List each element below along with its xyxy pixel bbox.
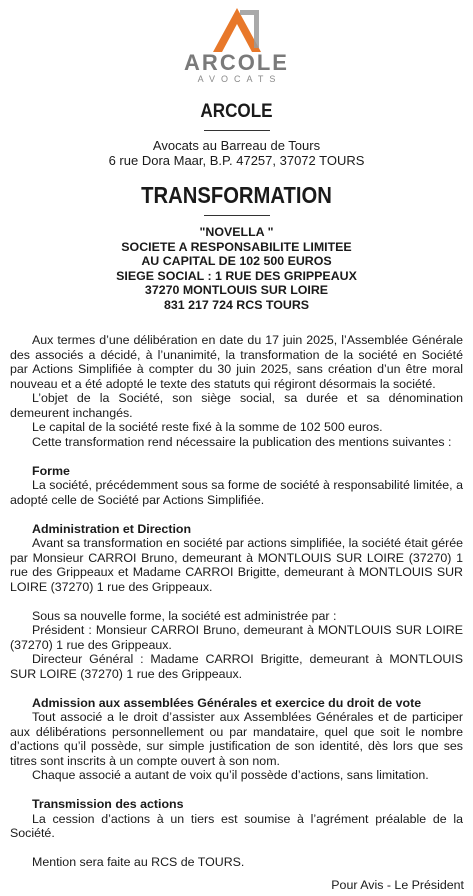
divider bbox=[204, 130, 270, 131]
firm-line-2: 6 rue Dora Maar, B.P. 47257, 37072 TOURS bbox=[108, 153, 365, 168]
direction-paragraph: Avant sa transformation en société par actions simplifiée, la société était gérée par Monsieur CARROI Bruno, demeurant à MONTLOUIS SUR LOIRE (37270) 1 rue des Grippeaux et Madame CARROI Brigitte, demeurant à MONTLOUIS SUR LOIRE (37270) 1 rue des Grippeaux. bbox=[10, 536, 463, 594]
firm-logo bbox=[0, 4, 473, 84]
company-block bbox=[0, 225, 473, 312]
admission-paragraph: Tout associé a le droit d’assister aux Assemblées Générales et de participer aux délibérations personnellement ou par mandataire, quel que soit le nombre d’actions qu’il possède, sur simple justification de son identité, dès lors que ses titres sont inscrits à un compte ouvert à son nom. bbox=[10, 710, 463, 768]
company-rcs: 831 217 724 RCS TOURS bbox=[163, 297, 310, 312]
notice-title: TRANSFORMATION bbox=[141, 182, 332, 208]
notice-body bbox=[10, 333, 463, 870]
firm-line-1: Avocats au Barreau de Tours bbox=[152, 138, 321, 153]
arcole-logo-icon bbox=[207, 4, 267, 54]
company-capital: AU CAPITAL DE 102 500 EUROS bbox=[141, 254, 332, 268]
forme-text: La société, précédemment sous sa forme de société à responsabilité limitée, a adopté celle de Société par Actions Simplifiée. bbox=[10, 478, 463, 507]
section-heading-admission: Admission aux assemblées Générales et exercice du droit de vote bbox=[32, 695, 422, 710]
intro-paragraph: Cette transformation rend nécessaire la publication des mentions suivantes : bbox=[32, 434, 452, 449]
logo-subtitle: AVOCATS bbox=[197, 74, 282, 84]
company-name: "NOVELLA " bbox=[199, 225, 274, 239]
intro-paragraph: Le capital de la société reste fixé à la somme de 102 500 euros. bbox=[32, 420, 383, 434]
admission-paragraph: Chaque associé a autant de voix qu’il possède d’actions, sans limitation. bbox=[32, 768, 429, 782]
signature: Pour Avis - Le Président bbox=[331, 878, 464, 892]
company-seat: SIEGE SOCIAL : 1 RUE DES GRIPPEAUX bbox=[116, 268, 357, 283]
transmission-text: La cession d’actions à un tiers est soumise à l’agrément préalable de la Société. bbox=[10, 811, 463, 840]
company-city: 37270 MONTLOUIS SUR LOIRE bbox=[144, 283, 329, 297]
section-heading-direction: Administration et Direction bbox=[32, 521, 192, 536]
logo-wordmark: ARCOLE bbox=[184, 50, 289, 75]
company-form: SOCIETE A RESPONSABILITE LIMITEE bbox=[121, 239, 352, 254]
intro-paragraph: Aux termes d’une délibération en date du 17 juin 2025, l’Assemblée Générale des associés a décidé, à l’unanimité, la transformation de la société en Société par Actions Simplifiée à compter du 30 juin 2025, sans création d’un être moral nouveau et a été adopté le texte des statuts qui régiront désormais la société. bbox=[10, 333, 463, 391]
section-heading-forme: Forme bbox=[32, 463, 70, 478]
firm-title: ARCOLE bbox=[200, 101, 273, 122]
divider bbox=[204, 215, 270, 216]
firm-address bbox=[0, 138, 473, 168]
direction-paragraph: Président : Monsieur CARROI Bruno, demeurant à MONTLOUIS SUR LOIRE (37270) 1 rue des Grippeaux. bbox=[10, 623, 463, 652]
direction-paragraph: Sous sa nouvelle forme, la société est administrée par : bbox=[32, 608, 337, 623]
mention-text: Mention sera faite au RCS de TOURS. bbox=[32, 855, 245, 869]
direction-paragraph: Directeur Général : Madame CARROI Brigitte, demeurant à MONTLOUIS SUR LOIRE (37270) 1 rue des Grippeaux. bbox=[10, 652, 463, 681]
section-heading-transmission: Transmission des actions bbox=[32, 797, 184, 811]
intro-paragraph: L’objet de la Société, son siège social, sa durée et sa dénomination demeurent inchangés. bbox=[10, 391, 463, 420]
